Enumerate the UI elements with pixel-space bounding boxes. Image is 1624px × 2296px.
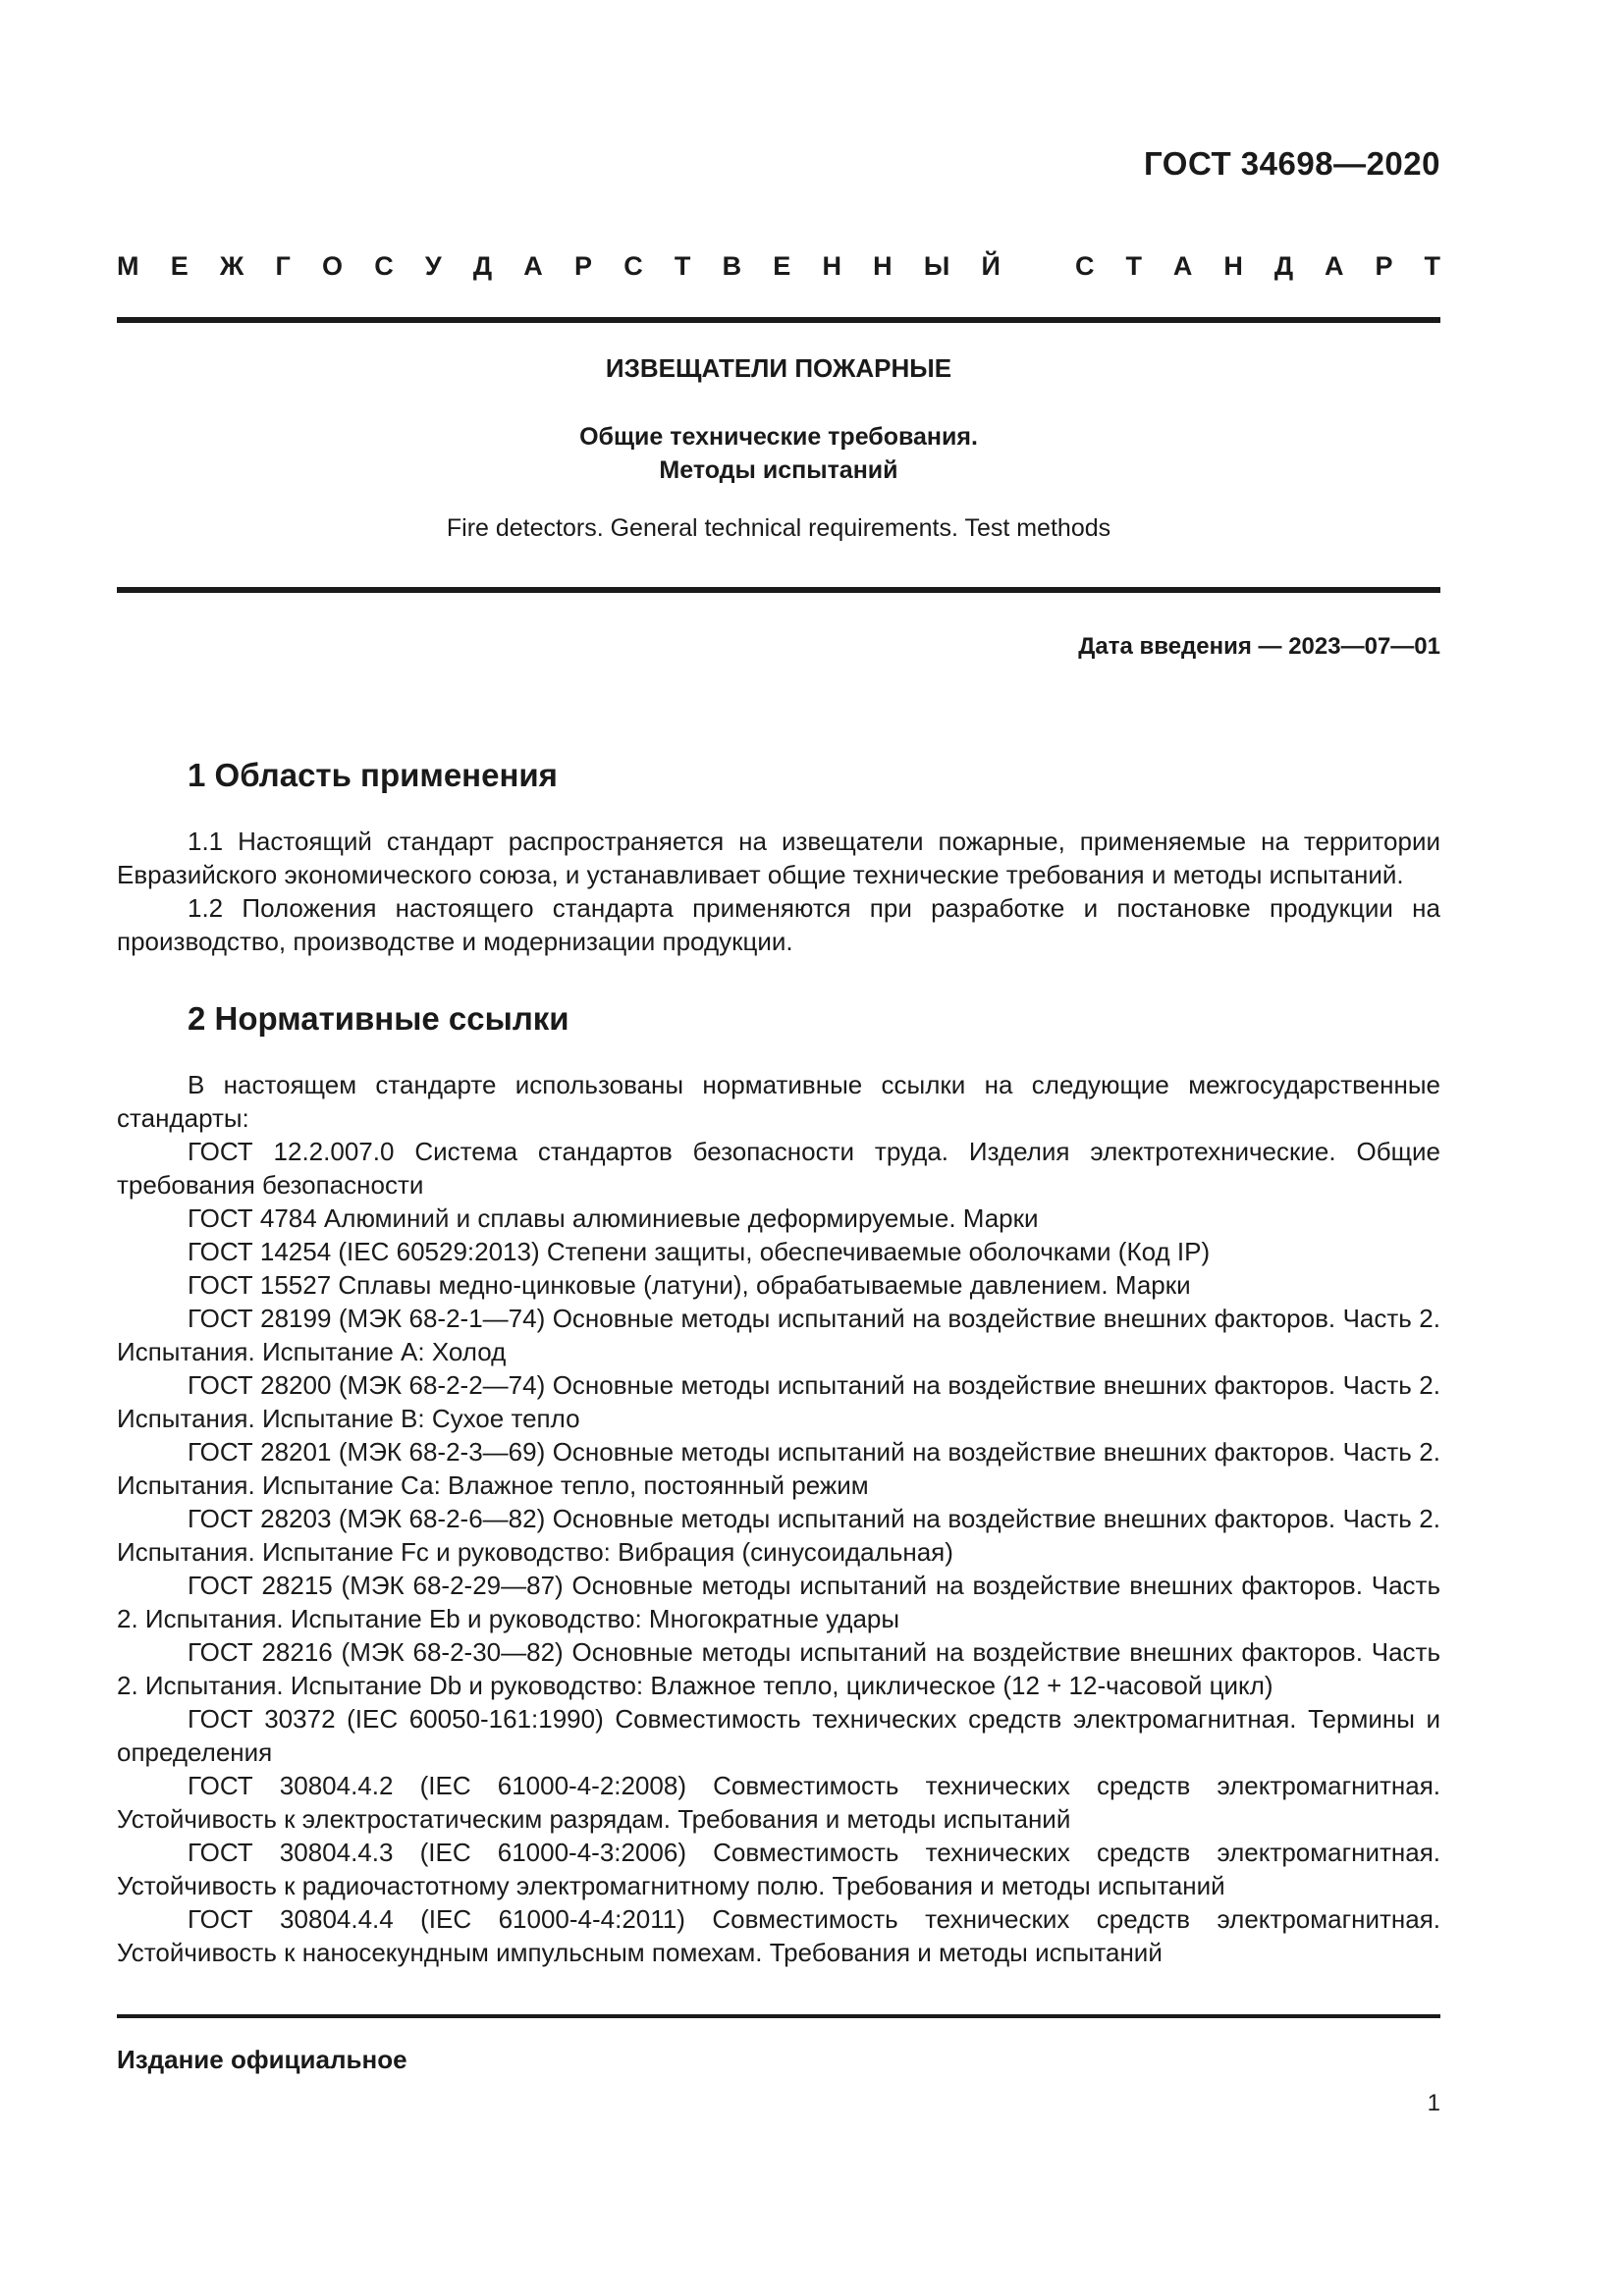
title-rule [117, 587, 1440, 593]
reference-item: ГОСТ 4784 Алюминий и сплавы алюминиевые деформируемые. Марки [188, 1203, 1039, 1233]
section-2-intro: В настоящем стандарте использованы нормативные ссылки на следующие межгосударственные стандарты: [117, 1070, 1440, 1133]
english-title: Fire detectors. General technical requirements. Test methods [446, 514, 1111, 542]
reference-item: ГОСТ 28203 (МЭК 68-2-6—82) Основные методы испытаний на воздействие внешних факторов. Часть 2. Испытания. Испытание Fc и руководство: Вибрация (синусоидальная) [117, 1504, 1440, 1567]
paragraph-1-1: 1.1 Настоящий стандарт распространяется на извещатели пожарные, применяемые на территории Евразийского экономического союза, и устанавливает общие технические требования и методы испытаний. [117, 827, 1440, 889]
page-number: 1 [1427, 2090, 1440, 2116]
reference-item: ГОСТ 12.2.007.0 Система стандартов безопасности труда. Изделия электротехнические. Общие требования безопасности [117, 1137, 1440, 1200]
header-rule [117, 317, 1440, 323]
reference-item: ГОСТ 14254 (IEC 60529:2013) Степени защиты, обеспечиваемые оболочками (Код IP) [188, 1237, 1211, 1266]
reference-item: ГОСТ 28201 (МЭК 68-2-3—69) Основные методы испытаний на воздействие внешних факторов. Часть 2. Испытания. Испытание Са: Влажное тепло, постоянный режим [117, 1437, 1440, 1500]
introduction-date: Дата введения — 2023—07—01 [1078, 633, 1440, 660]
document-title: ИЗВЕЩАТЕЛИ ПОЖАРНЫЕ [605, 353, 952, 383]
section-1-heading: 1 Область применения [188, 757, 558, 793]
reference-item: ГОСТ 28200 (МЭК 68-2-2—74) Основные методы испытаний на воздействие внешних факторов. Часть 2. Испытания. Испытание В: Сухое тепло [117, 1370, 1440, 1433]
standard-type-label [117, 251, 1440, 282]
document-subtitle [117, 420, 1440, 487]
reference-item: ГОСТ 28199 (МЭК 68-2-1—74) Основные методы испытаний на воздействие внешних факторов. Часть 2. Испытания. Испытание А: Холод [117, 1304, 1440, 1366]
gost-number: ГОСТ 34698—2020 [1144, 145, 1440, 182]
subtitle-line-1: Общие технические требования. [579, 423, 978, 451]
standard-label-word2: С Т А Н Д А Р Т [1075, 251, 1440, 281]
subtitle-line-2: Методы испытаний [659, 456, 898, 484]
official-edition-label: Издание официальное [117, 2045, 407, 2074]
reference-item: ГОСТ 15527 Сплавы медно-цинковые (латуни), обрабатываемые давлением. Марки [188, 1270, 1191, 1300]
section-2-heading: 2 Нормативные ссылки [188, 1000, 569, 1037]
reference-item: ГОСТ 30804.4.4 (IEC 61000-4-4:2011) Совместимость технических средств электромагнитная. Устойчивость к наносекундным импульсным помехам. Требования и методы испытаний [117, 1904, 1440, 1967]
reference-item: ГОСТ 30372 (IEC 60050-161:1990) Совместимость технических средств электромагнитная. Термины и определения [117, 1704, 1440, 1767]
reference-item: ГОСТ 30804.4.2 (IEC 61000-4-2:2008) Совместимость технических средств электромагнитная. Устойчивость к электростатическим разрядам. Требования и методы испытаний [117, 1771, 1440, 1834]
paragraph-1-2: 1.2 Положения настоящего стандарта применяются при разработке и постановке продукции на производство, производстве и модернизации продукции. [117, 893, 1440, 956]
reference-item: ГОСТ 28215 (МЭК 68-2-29—87) Основные методы испытаний на воздействие внешних факторов. Часть 2. Испытания. Испытание Eb и руководство: Многократные удары [117, 1571, 1440, 1633]
document-body [117, 756, 1440, 1969]
reference-item: ГОСТ 28216 (МЭК 68-2-30—82) Основные методы испытаний на воздействие внешних факторов. Часть 2. Испытания. Испытание Db и руководство: Влажное тепло, циклическое (12 + 12-часовой цикл) [117, 1637, 1440, 1700]
footer-rule [117, 2014, 1440, 2018]
standard-label-word1: М Е Ж Г О С У Д А Р С Т В Е Н Н Ы Й [117, 251, 1001, 281]
reference-item: ГОСТ 30804.4.3 (IEC 61000-4-3:2006) Совместимость технических средств электромагнитная. Устойчивость к радиочастотному электромагнитному полю. Требования и методы испытаний [117, 1838, 1440, 1900]
